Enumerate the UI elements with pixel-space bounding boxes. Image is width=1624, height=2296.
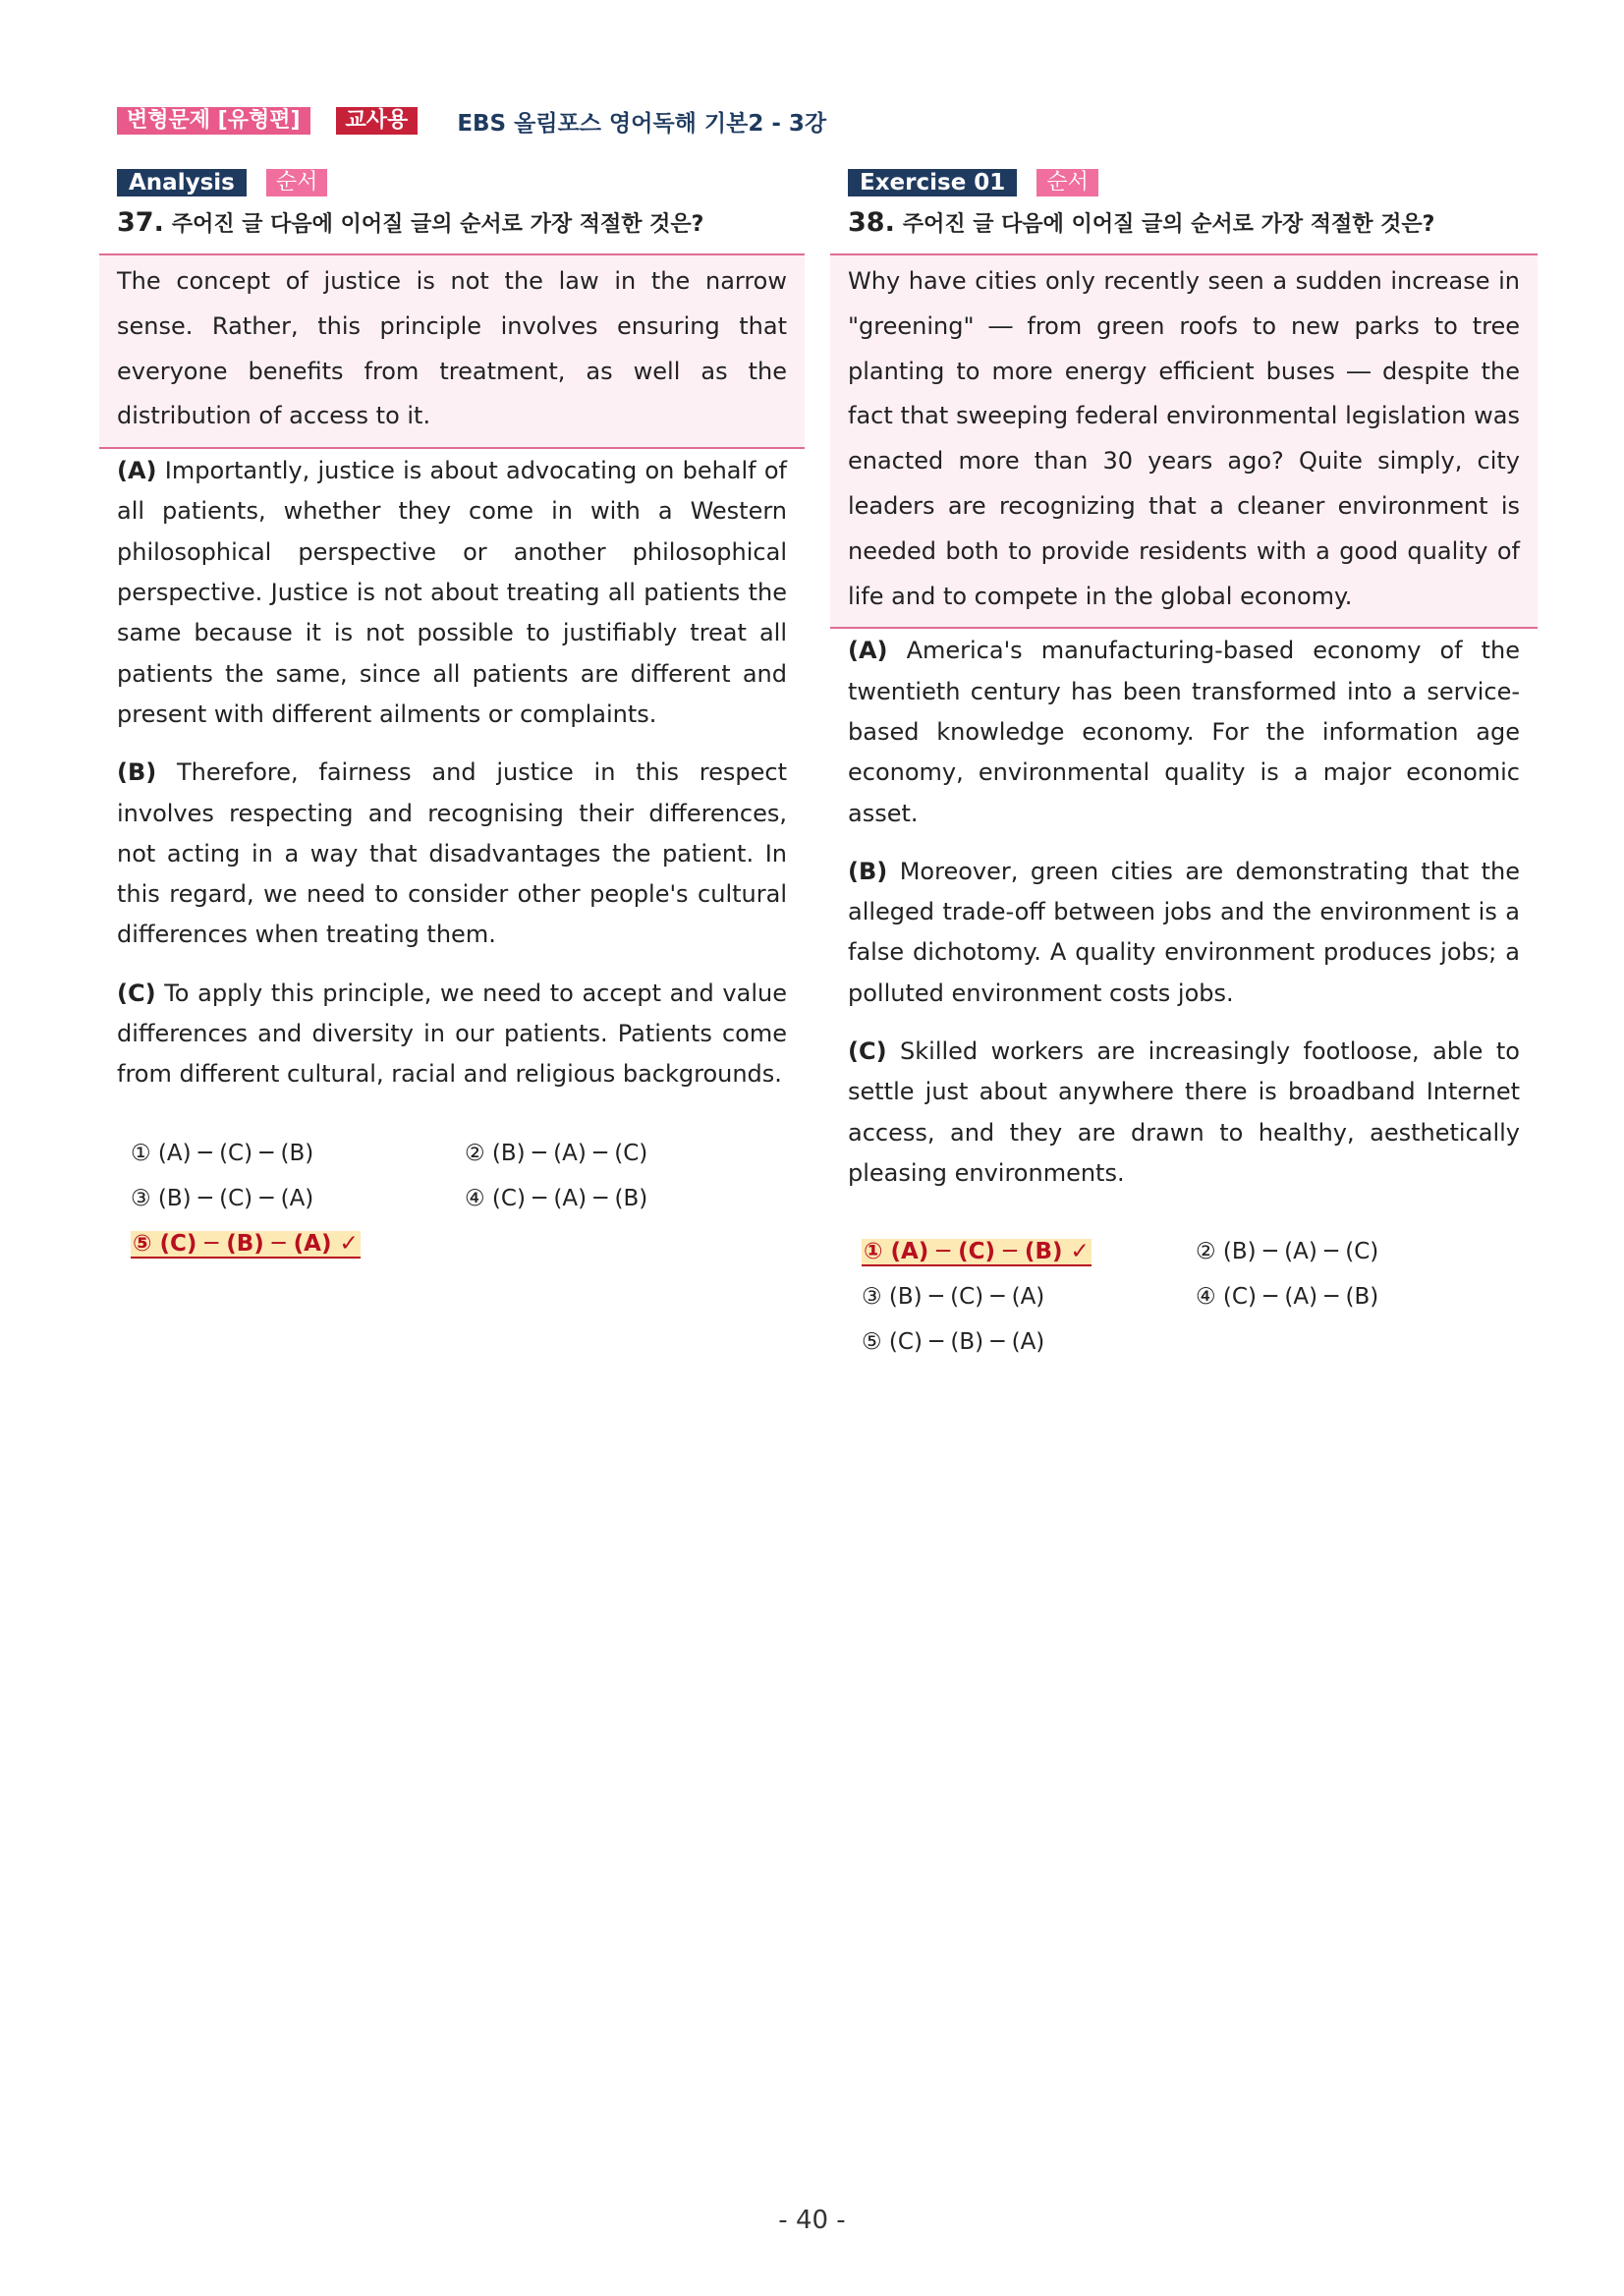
passage-part-b — [99, 753, 805, 955]
choice-2[interactable]: ② (B) ─ (A) ─ (C) — [465, 1140, 648, 1166]
question-prompt — [99, 206, 805, 240]
choice-1-correct[interactable] — [862, 1239, 1196, 1264]
choice-2[interactable]: ② (B) ─ (A) ─ (C) — [1196, 1239, 1379, 1265]
choice-3[interactable]: ③ (B) ─ (C) ─ (A) — [131, 1185, 314, 1211]
part-label: (C) — [117, 979, 156, 1007]
part-text: Therefore, fairness and justice in this respect involves respecting and recognising their differences, not acting in a way that disadvantages the patient. In this regard, we need to consider other people's cultural differences when treating them. — [117, 758, 787, 949]
question-badges — [99, 169, 805, 196]
variant-tag: 변형문제 [유형편] — [117, 107, 310, 135]
part-text: Moreover, green cities are demonstrating that the alleged trade-off between jobs and the environment is a false dichotomy. A quality environment produces jobs; a polluted environment costs jobs. — [848, 857, 1520, 1007]
choice-4[interactable]: ④ (C) ─ (A) ─ (B) — [1196, 1284, 1379, 1311]
page-title: EBS 올림포스 영어독해 기본2 - 3강 — [457, 110, 827, 137]
question-text: 주어진 글 다음에 이어질 글의 순서로 가장 적절한 것은? — [902, 212, 1435, 237]
teacher-tag: 교사용 — [336, 107, 419, 135]
part-text: America's manufacturing-based economy of the twentieth century has been transformed into a service-based knowledge economy. For the information age economy, environmental quality is a major economic asset. — [848, 637, 1520, 827]
passage-part-a — [830, 631, 1538, 833]
choice-5-correct[interactable] — [131, 1231, 465, 1257]
question-number: 37. — [117, 207, 164, 238]
choice-1[interactable]: ① (A) ─ (C) ─ (B) — [131, 1140, 314, 1166]
part-label: (C) — [848, 1037, 887, 1066]
analysis-badge: Analysis — [117, 169, 247, 196]
question-37-column — [99, 169, 805, 1266]
given-passage: The concept of justice is not the law in the narrow sense. Rather, this principle involves ensuring that everyone benefits from treatment, as well as the distribution of access to it. — [99, 253, 805, 449]
part-text: Importantly, justice is about advocating on behalf of all patients, whether they come in with a Western philosophical perspective or another philosophical perspective. Justice is not about treating all patients the same because it is not possible to justifiably treat all patients the same, since all patients are different and present with different ailments or complaints. — [117, 457, 787, 728]
part-text: To apply this principle, we need to accept and value differences and diversity in our patients. Patients come from different cultural, racial and religious backgrounds. — [117, 979, 787, 1089]
type-badge: 순서 — [1036, 169, 1098, 196]
page-header — [117, 104, 826, 138]
correct-answer-mark: ⑤ (C) ─ (B) ─ (A) ✓ — [133, 1230, 359, 1257]
correct-answer-mark: ① (A) ─ (C) ─ (B) ✓ — [864, 1239, 1090, 1265]
answer-choices — [830, 1229, 1538, 1365]
choice-3[interactable]: ③ (B) ─ (C) ─ (A) — [862, 1284, 1045, 1311]
question-number: 38. — [848, 207, 895, 238]
type-badge: 순서 — [266, 169, 328, 196]
question-badges — [830, 169, 1538, 196]
part-label: (B) — [117, 758, 157, 787]
part-label: (B) — [848, 857, 888, 885]
exercise-badge: Exercise 01 — [848, 169, 1017, 196]
choice-4[interactable]: ④ (C) ─ (A) ─ (B) — [465, 1185, 648, 1211]
page-number: - 40 - — [778, 2206, 846, 2235]
part-label: (A) — [117, 457, 157, 485]
passage-part-c — [99, 974, 805, 1095]
passage-part-c — [830, 1032, 1538, 1194]
choice-5[interactable]: ⑤ (C) ─ (B) ─ (A) — [862, 1329, 1045, 1356]
question-text: 주어진 글 다음에 이어질 글의 순서로 가장 적절한 것은? — [171, 212, 704, 237]
passage-part-a — [99, 451, 805, 735]
question-38-column — [830, 169, 1538, 1365]
answer-choices — [99, 1131, 805, 1266]
passage-part-b — [830, 852, 1538, 1014]
given-passage: Why have cities only recently seen a sudden increase in "greening" ― from green roofs to new parks to tree planting to more energy efficient buses ― despite the fact that sweeping federal environmental legislation was enacted more than 30 years ago? Quite simply, city leaders are recognizing that a cleaner environment is needed both to provide residents with a good quality of life and to compete in the global economy. — [830, 253, 1538, 629]
part-label: (A) — [848, 637, 888, 665]
part-text: Skilled workers are increasingly footloose, able to settle just about anywhere there is broadband Internet access, and they are drawn to healthy, aesthetically pleasing environments. — [848, 1037, 1520, 1187]
question-prompt — [830, 206, 1538, 240]
